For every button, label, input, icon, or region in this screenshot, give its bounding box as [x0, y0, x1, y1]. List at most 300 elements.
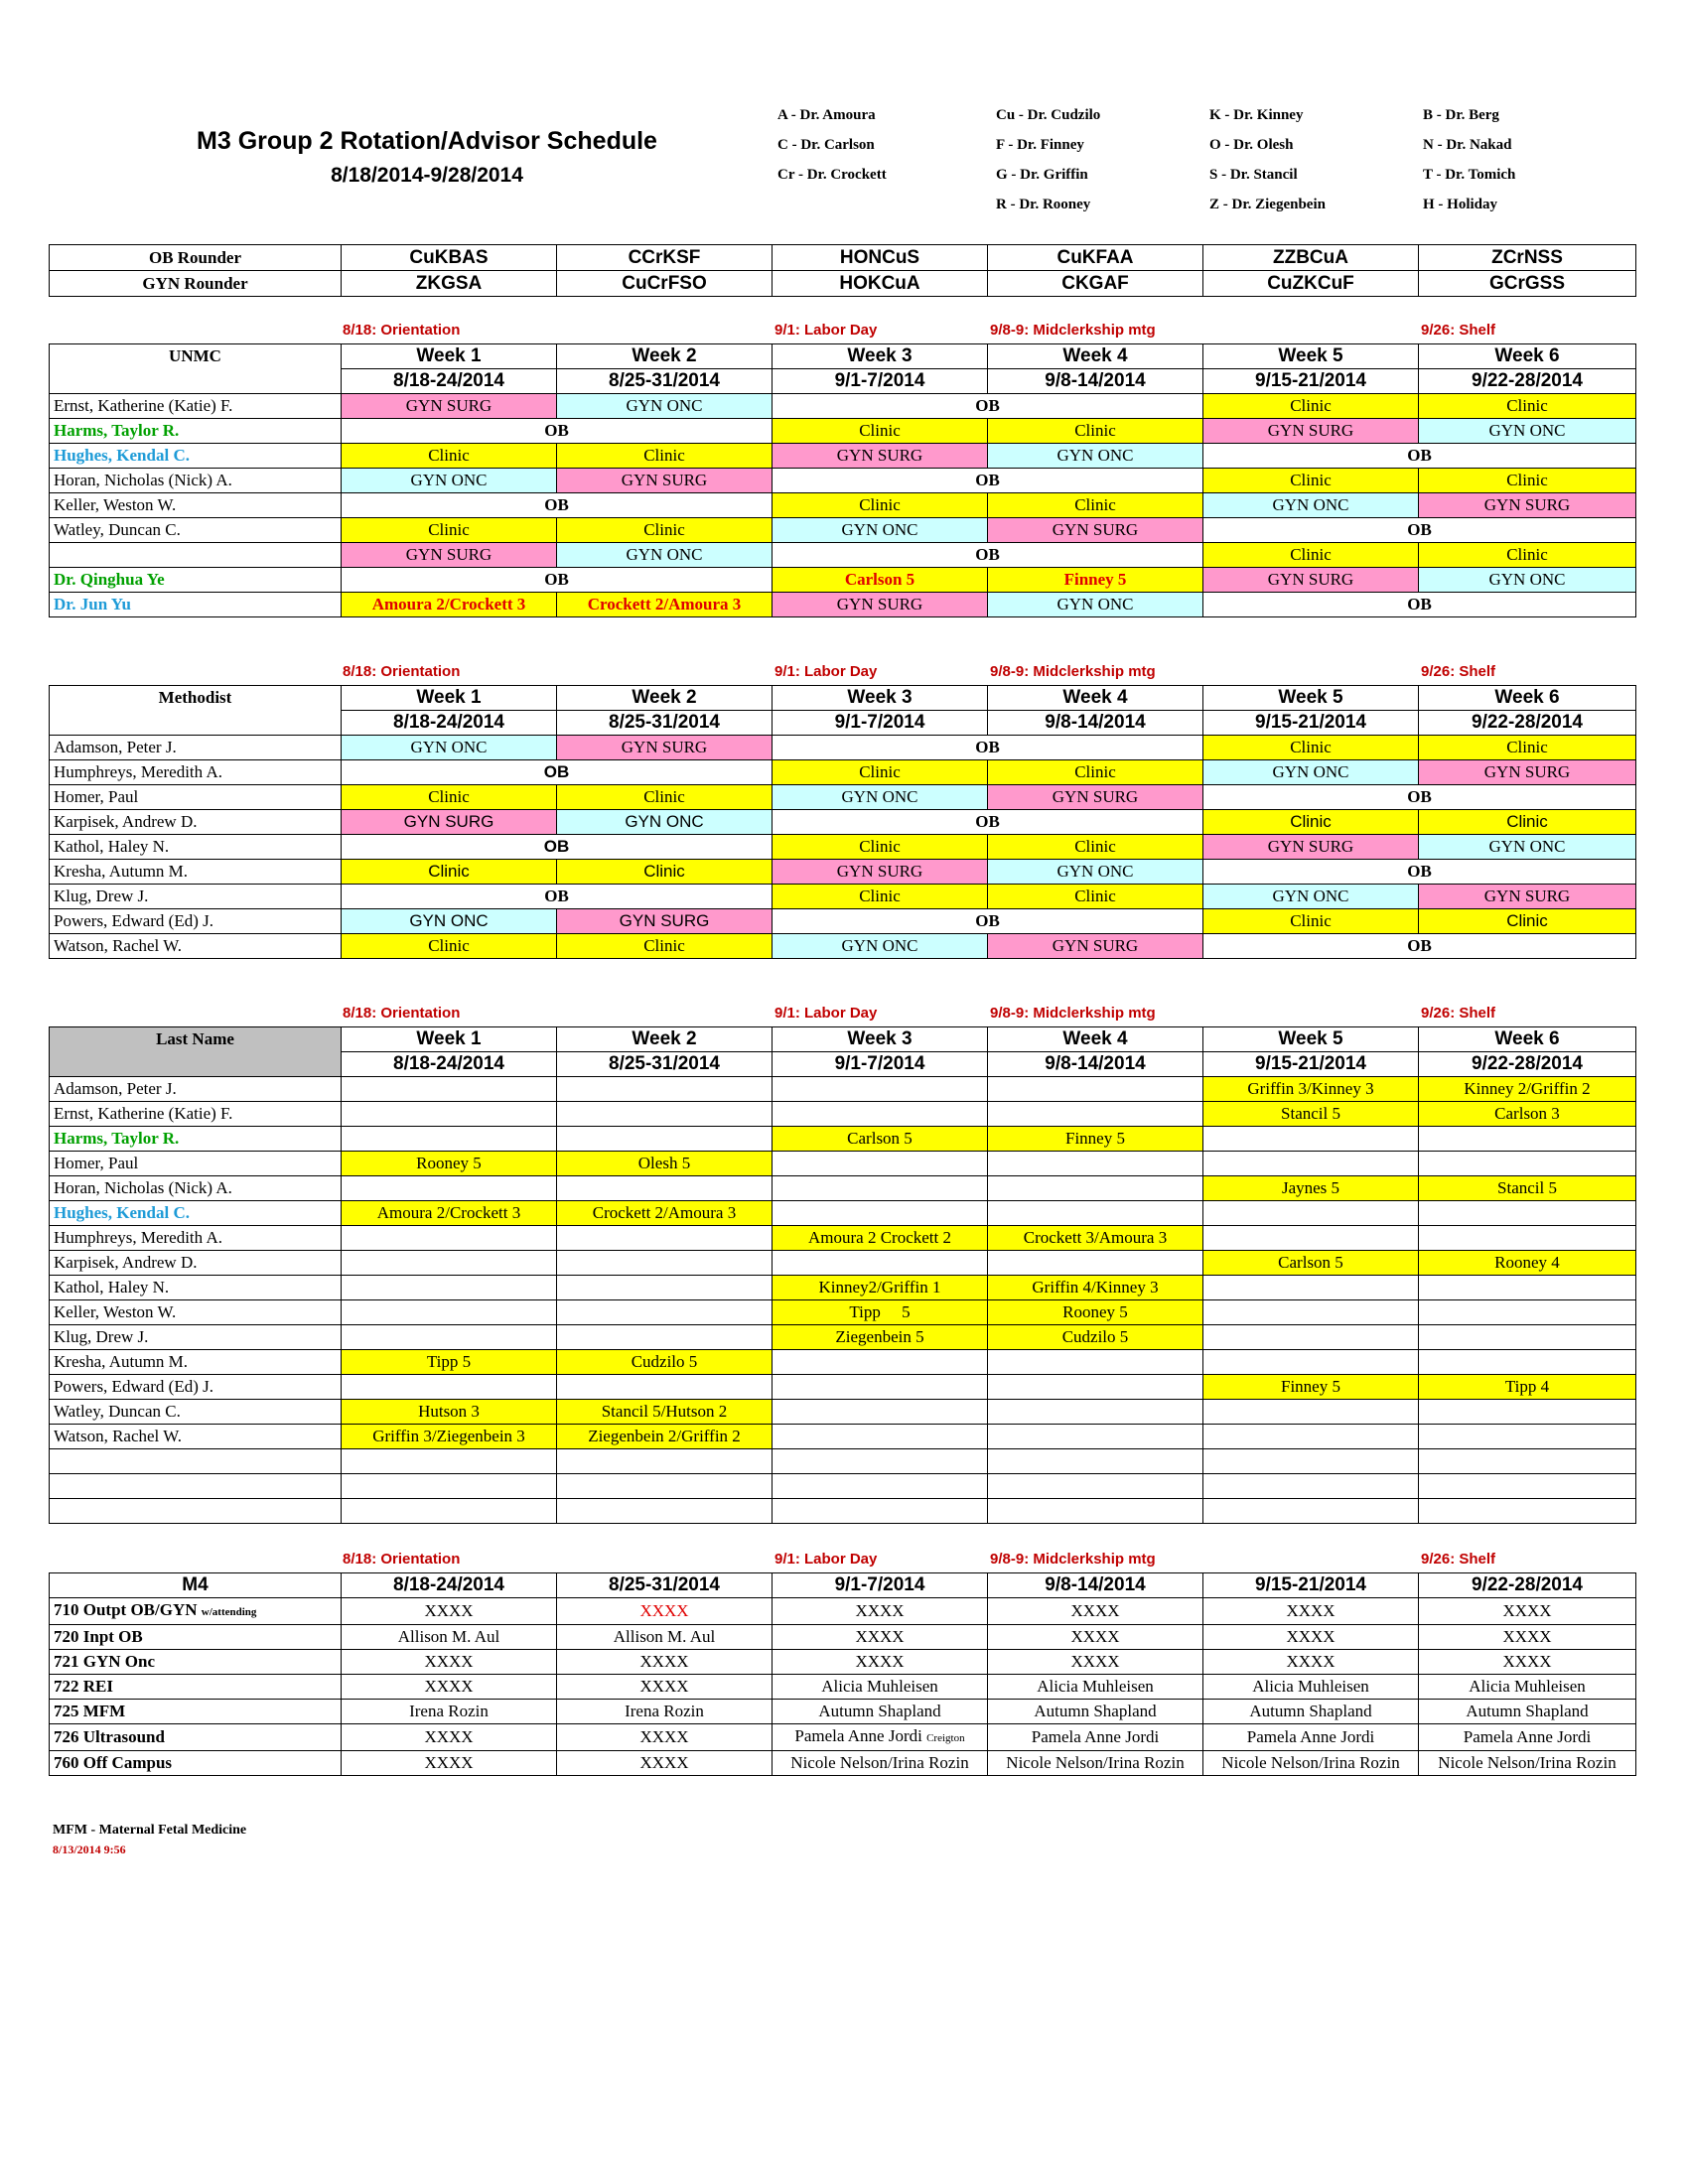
advisor-cell	[773, 1400, 988, 1425]
rotation-cell: GYN SURG	[773, 860, 988, 885]
legend-item: S - Dr. Stancil	[1209, 167, 1298, 183]
m4-course-name: 721 GYN Onc	[50, 1650, 342, 1675]
date-header: 9/15-21/2014	[1203, 1052, 1419, 1077]
student-name: Humphreys, Meredith A.	[50, 760, 342, 785]
m4-cell: Nicole Nelson/Irina Rozin	[1419, 1751, 1636, 1776]
advisor-cell	[1203, 1201, 1419, 1226]
rotation-cell: Clinic	[1203, 543, 1419, 568]
table-row	[50, 885, 1636, 909]
ob-rounder-code: ZZBCuA	[1203, 245, 1419, 271]
student-name: Horan, Nicholas (Nick) A.	[50, 1176, 342, 1201]
rotation-cell: Clinic	[773, 835, 988, 860]
advisor-cell: Stancil 5	[1419, 1176, 1636, 1201]
m4-course-name: 725 MFM	[50, 1700, 342, 1724]
student-name: Keller, Weston W.	[50, 493, 342, 518]
m4-cell: XXXX	[1203, 1598, 1419, 1625]
m4-cell: Nicole Nelson/Irina Rozin	[988, 1751, 1203, 1776]
rotation-cell: GYN ONC	[1419, 419, 1636, 444]
student-name	[50, 543, 342, 568]
note-midclerkship: 9/8-9: Midclerkship mtg	[990, 322, 1156, 339]
rotation-cell: GYN SURG	[988, 518, 1203, 543]
advisor-cell	[557, 1300, 773, 1325]
date-range: 8/18/2014-9/28/2014	[331, 164, 523, 187]
advisor-cell	[1203, 1127, 1419, 1152]
week-header: Week 1	[342, 1027, 557, 1052]
advisor-cell	[557, 1325, 773, 1350]
date-header: 9/1-7/2014	[773, 1052, 988, 1077]
rotation-cell: OB	[342, 885, 773, 909]
date-header: 9/8-14/2014	[988, 1052, 1203, 1077]
ob-rounder-row	[50, 245, 1636, 271]
date-header: 8/18-24/2014	[342, 1573, 557, 1598]
note-orientation: 8/18: Orientation	[343, 1551, 461, 1568]
m4-cell: Nicole Nelson/Irina Rozin	[773, 1751, 988, 1776]
calendar-notes	[49, 322, 1635, 341]
rotation-cell: Clinic	[1203, 909, 1419, 934]
m4-cell: XXXX	[1419, 1625, 1636, 1650]
student-name: Ernst, Katherine (Katie) F.	[50, 394, 342, 419]
rotation-cell: GYN ONC	[1203, 885, 1419, 909]
note-shelf: 9/26: Shelf	[1421, 322, 1496, 339]
m4-cell: XXXX	[988, 1650, 1203, 1675]
rotation-cell: GYN SURG	[1419, 885, 1636, 909]
table-row	[50, 1152, 1636, 1176]
note-orientation: 8/18: Orientation	[343, 1005, 461, 1022]
rotation-cell: OB	[342, 419, 773, 444]
advisor-cell: Kinney 2/Griffin 2	[1419, 1077, 1636, 1102]
table-row	[50, 1499, 1636, 1524]
advisor-cell: Finney 5	[1203, 1375, 1419, 1400]
note-shelf: 9/26: Shelf	[1421, 663, 1496, 680]
advisor-cell	[342, 1325, 557, 1350]
rotation-cell: Clinic	[773, 493, 988, 518]
rotation-cell: Clinic	[557, 934, 773, 959]
advisor-cell: Finney 5	[988, 1127, 1203, 1152]
rotation-cell: Carlson 5	[773, 568, 988, 593]
student-name: Homer, Paul	[50, 785, 342, 810]
advisor-cell	[988, 1102, 1203, 1127]
rotation-cell: Clinic	[988, 835, 1203, 860]
gyn-rounder-code: CuCrFSO	[557, 271, 773, 297]
table-row	[50, 593, 1636, 617]
date-header: 9/15-21/2014	[1203, 711, 1419, 736]
rotation-cell: Clinic	[773, 760, 988, 785]
table-row	[50, 736, 1636, 760]
advisor-cell: Amoura 2/Crockett 3	[342, 1201, 557, 1226]
advisor-cell	[773, 1176, 988, 1201]
rotation-cell: OB	[1203, 785, 1636, 810]
date-header: 9/8-14/2014	[988, 711, 1203, 736]
m4-course-name: 720 Inpt OB	[50, 1625, 342, 1650]
rotation-cell: Clinic	[1203, 394, 1419, 419]
table-row	[50, 1077, 1636, 1102]
m4-cell: Autumn Shapland	[988, 1700, 1203, 1724]
m4-cell: Alicia Muhleisen	[1203, 1675, 1419, 1700]
note-labor-day: 9/1: Labor Day	[774, 1005, 878, 1022]
rotation-cell: Clinic	[988, 760, 1203, 785]
rotation-cell: Clinic	[1419, 909, 1636, 934]
gyn-rounder-code: HOKCuA	[773, 271, 988, 297]
m4-cell: Pamela Anne Jordi	[1419, 1724, 1636, 1751]
m4-cell	[773, 1724, 988, 1751]
advisor-cell	[1203, 1325, 1419, 1350]
rotation-cell: GYN SURG	[1203, 568, 1419, 593]
note-labor-day: 9/1: Labor Day	[774, 663, 878, 680]
date-header: 8/18-24/2014	[342, 711, 557, 736]
rotation-cell: OB	[1203, 518, 1636, 543]
rotation-cell: GYN SURG	[557, 469, 773, 493]
m4-cell: XXXX	[988, 1625, 1203, 1650]
rotation-cell: OB	[1203, 444, 1636, 469]
advisor-cell: Cudzilo 5	[557, 1350, 773, 1375]
advisor-cell: Rooney 5	[342, 1152, 557, 1176]
legend-item: Cr - Dr. Crockett	[777, 167, 887, 183]
ob-rounder-code: HONCuS	[773, 245, 988, 271]
legend-item: K - Dr. Kinney	[1209, 107, 1304, 123]
advisor-cell	[773, 1350, 988, 1375]
week-header: Week 2	[557, 1027, 773, 1052]
student-name: Homer, Paul	[50, 1152, 342, 1176]
week-header: Week 4	[988, 1027, 1203, 1052]
advisor-cell	[1203, 1152, 1419, 1176]
advisor-cell: Olesh 5	[557, 1152, 773, 1176]
student-name: Kresha, Autumn M.	[50, 860, 342, 885]
table-row	[50, 1400, 1636, 1425]
advisor-cell	[1419, 1276, 1636, 1300]
advisor-cell	[342, 1127, 557, 1152]
advisor-cell	[342, 1375, 557, 1400]
table-row	[50, 1251, 1636, 1276]
rotation-cell: Clinic	[557, 785, 773, 810]
date-header: 8/25-31/2014	[557, 1052, 773, 1077]
date-header: 9/8-14/2014	[988, 1573, 1203, 1598]
advisor-cell: Tipp 4	[1419, 1375, 1636, 1400]
advisor-cell: Amoura 2 Crockett 2	[773, 1226, 988, 1251]
advisor-cell	[1419, 1400, 1636, 1425]
m4-cell: Allison M. Aul	[342, 1625, 557, 1650]
note-midclerkship: 9/8-9: Midclerkship mtg	[990, 663, 1156, 680]
week-header: Week 4	[988, 344, 1203, 369]
week-header-row	[50, 344, 1636, 369]
date-header-row	[50, 1573, 1636, 1598]
advisor-cell	[1203, 1400, 1419, 1425]
advisor-cell: Tipp 5	[342, 1350, 557, 1375]
timestamp: 8/13/2014 9:56	[53, 1843, 126, 1856]
week-header: Week 6	[1419, 1027, 1636, 1052]
mfm-footnote: MFM - Maternal Fetal Medicine	[53, 1823, 247, 1838]
m4-cell: Allison M. Aul	[557, 1625, 773, 1650]
table-row	[50, 1201, 1636, 1226]
m4-course-name: 726 Ultrasound	[50, 1724, 342, 1751]
m4-cell: XXXX	[773, 1650, 988, 1675]
week-header: Week 3	[773, 344, 988, 369]
date-header: 9/1-7/2014	[773, 369, 988, 394]
legend-item: O - Dr. Olesh	[1209, 137, 1294, 153]
table-row	[50, 1226, 1636, 1251]
date-header: 9/15-21/2014	[1203, 369, 1419, 394]
student-name: Hughes, Kendal C.	[50, 1201, 342, 1226]
student-name: Horan, Nicholas (Nick) A.	[50, 469, 342, 493]
week-header-row	[50, 1027, 1636, 1052]
rotation-cell: Amoura 2/Crockett 3	[342, 593, 557, 617]
m4-cell: XXXX	[557, 1751, 773, 1776]
table-row	[50, 909, 1636, 934]
legend-item: B - Dr. Berg	[1423, 107, 1499, 123]
ob-rounder-code: CuKBAS	[342, 245, 557, 271]
m4-cell: XXXX	[1203, 1625, 1419, 1650]
student-name: Hughes, Kendal C.	[50, 444, 342, 469]
advisor-cell	[1419, 1127, 1636, 1152]
rotation-cell: GYN SURG	[773, 444, 988, 469]
rotation-cell: GYN ONC	[342, 736, 557, 760]
legend-item: C - Dr. Carlson	[777, 137, 875, 153]
calendar-notes	[49, 1551, 1635, 1570]
week-header: Week 2	[557, 344, 773, 369]
advisor-cell	[342, 1251, 557, 1276]
ob-rounder-label: OB Rounder	[50, 245, 342, 271]
rotation-cell: GYN SURG	[557, 736, 773, 760]
rotation-cell: GYN ONC	[1203, 760, 1419, 785]
rotation-cell: OB	[773, 394, 1203, 419]
table-row	[50, 518, 1636, 543]
table-row	[50, 1700, 1636, 1724]
rotation-cell: GYN SURG	[1419, 493, 1636, 518]
advisor-cell: Ziegenbein 2/Griffin 2	[557, 1425, 773, 1449]
advisor-cell	[342, 1077, 557, 1102]
m4-cell: XXXX	[342, 1598, 557, 1625]
rotation-cell: GYN ONC	[773, 934, 988, 959]
rotation-cell: OB	[342, 835, 773, 860]
rotation-cell: OB	[342, 568, 773, 593]
student-name: Watson, Rachel W.	[50, 1425, 342, 1449]
advisor-cell	[988, 1077, 1203, 1102]
rotation-cell: Clinic	[342, 860, 557, 885]
rotation-cell: Clinic	[1419, 469, 1636, 493]
rotation-cell: GYN ONC	[557, 394, 773, 419]
rotation-cell: Clinic	[988, 493, 1203, 518]
table-row	[50, 394, 1636, 419]
m4-header: M4	[50, 1573, 342, 1598]
table-row	[50, 1751, 1636, 1776]
m4-cell: Autumn Shapland	[773, 1700, 988, 1724]
advisor-cell	[342, 1300, 557, 1325]
student-name: Keller, Weston W.	[50, 1300, 342, 1325]
student-name: Karpisek, Andrew D.	[50, 1251, 342, 1276]
rotation-cell: GYN SURG	[557, 909, 773, 934]
advisor-cell: Cudzilo 5	[988, 1325, 1203, 1350]
advisor-cell: Crockett 2/Amoura 3	[557, 1201, 773, 1226]
student-name: Harms, Taylor R.	[50, 1127, 342, 1152]
m4-cell: XXXX	[773, 1625, 988, 1650]
rotation-cell: OB	[1203, 860, 1636, 885]
advisor-cell	[773, 1425, 988, 1449]
student-name: Watley, Duncan C.	[50, 1400, 342, 1425]
advisor-cell	[773, 1077, 988, 1102]
table-row	[50, 1625, 1636, 1650]
ob-rounder-code: CuKFAA	[988, 245, 1203, 271]
advisor-cell	[1203, 1350, 1419, 1375]
calendar-notes	[49, 663, 1635, 683]
table-row	[50, 568, 1636, 593]
table-row	[50, 1325, 1636, 1350]
table-row	[50, 419, 1636, 444]
week-header: Week 3	[773, 1027, 988, 1052]
m4-cell: XXXX	[342, 1724, 557, 1751]
note-midclerkship: 9/8-9: Midclerkship mtg	[990, 1005, 1156, 1022]
advisor-cell	[988, 1350, 1203, 1375]
advisor-cell	[988, 1400, 1203, 1425]
gyn-rounder-code: GCrGSS	[1419, 271, 1636, 297]
advisor-cell	[557, 1375, 773, 1400]
calendar-notes	[49, 1005, 1635, 1024]
rotation-cell: GYN ONC	[773, 518, 988, 543]
student-name: Watley, Duncan C.	[50, 518, 342, 543]
table-row	[50, 785, 1636, 810]
table-row	[50, 810, 1636, 835]
legend-item	[777, 193, 996, 216]
note-shelf: 9/26: Shelf	[1421, 1005, 1496, 1022]
m4-cell: XXXX	[557, 1598, 773, 1625]
rotation-cell: Clinic	[1419, 543, 1636, 568]
advisor-cell	[1203, 1425, 1419, 1449]
week-header: Week 5	[1203, 1027, 1419, 1052]
m4-course-name: 760 Off Campus	[50, 1751, 342, 1776]
site-label-unmc: UNMC	[50, 344, 342, 394]
m4-cell: XXXX	[557, 1650, 773, 1675]
rotation-cell: Clinic	[988, 885, 1203, 909]
rotation-cell: Clinic	[1419, 394, 1636, 419]
date-header: 9/22-28/2014	[1419, 369, 1636, 394]
rotation-cell: Clinic	[342, 785, 557, 810]
m4-cell: XXXX	[342, 1751, 557, 1776]
m4-cell: Pamela Anne Jordi	[988, 1724, 1203, 1751]
table-row	[50, 1375, 1636, 1400]
advisor-cell	[1203, 1226, 1419, 1251]
m4-cell: XXXX	[557, 1675, 773, 1700]
rotation-cell: GYN SURG	[342, 543, 557, 568]
table-row	[50, 1675, 1636, 1700]
m4-course-suffix: w/attending	[201, 1606, 257, 1618]
legend-item: N - Dr. Nakad	[1423, 137, 1512, 153]
table-row	[50, 493, 1636, 518]
student-name: Powers, Edward (Ed) J.	[50, 909, 342, 934]
advisor-cell	[1203, 1276, 1419, 1300]
rotation-cell: GYN SURG	[342, 810, 557, 835]
student-name: Kathol, Haley N.	[50, 835, 342, 860]
note-labor-day: 9/1: Labor Day	[774, 1551, 878, 1568]
student-name: Humphreys, Meredith A.	[50, 1226, 342, 1251]
advisor-legend	[777, 103, 1532, 216]
advisor-cell	[773, 1102, 988, 1127]
advisor-cell	[557, 1077, 773, 1102]
rotation-cell: GYN SURG	[988, 785, 1203, 810]
student-name: Dr. Jun Yu	[50, 593, 342, 617]
rotation-cell: OB	[773, 469, 1203, 493]
week-header-row	[50, 686, 1636, 711]
rotation-cell: Clinic	[557, 444, 773, 469]
rotation-cell: GYN ONC	[342, 469, 557, 493]
date-header: 9/22-28/2014	[1419, 711, 1636, 736]
rotation-cell: GYN SURG	[342, 394, 557, 419]
rotation-cell: GYN ONC	[1203, 493, 1419, 518]
rotation-cell: Clinic	[1203, 736, 1419, 760]
rotation-cell: Clinic	[342, 518, 557, 543]
student-name: Karpisek, Andrew D.	[50, 810, 342, 835]
advisor-cell: Carlson 3	[1419, 1102, 1636, 1127]
advisor-cell: Crockett 3/Amoura 3	[988, 1226, 1203, 1251]
table-row	[50, 1300, 1636, 1325]
rotation-cell: GYN ONC	[773, 785, 988, 810]
table-row	[50, 1276, 1636, 1300]
gyn-rounder-code: ZKGSA	[342, 271, 557, 297]
date-header: 9/1-7/2014	[773, 711, 988, 736]
advisor-cell: Carlson 5	[773, 1127, 988, 1152]
date-header: 9/22-28/2014	[1419, 1573, 1636, 1598]
advisor-cell	[557, 1276, 773, 1300]
advisor-cell	[1419, 1152, 1636, 1176]
rotation-cell: Clinic	[1419, 736, 1636, 760]
note-orientation: 8/18: Orientation	[343, 663, 461, 680]
advisor-cell	[988, 1425, 1203, 1449]
week-header: Week 5	[1203, 686, 1419, 711]
rotation-cell: Clinic	[342, 934, 557, 959]
date-header: 9/15-21/2014	[1203, 1573, 1419, 1598]
advisor-cell	[557, 1102, 773, 1127]
table-row	[50, 1650, 1636, 1675]
rotation-cell: Clinic	[557, 860, 773, 885]
week-header: Week 6	[1419, 344, 1636, 369]
advisor-cell	[557, 1127, 773, 1152]
date-header: 8/25-31/2014	[557, 711, 773, 736]
advisor-cell: Griffin 3/Ziegenbein 3	[342, 1425, 557, 1449]
m4-cell: Pamela Anne Jordi	[1203, 1724, 1419, 1751]
table-row	[50, 1176, 1636, 1201]
note-midclerkship: 9/8-9: Midclerkship mtg	[990, 1551, 1156, 1568]
gyn-rounder-row	[50, 271, 1636, 297]
page-title: M3 Group 2 Rotation/Advisor Schedule	[197, 127, 657, 155]
m4-cell: Nicole Nelson/Irina Rozin	[1203, 1751, 1419, 1776]
rotation-cell: Clinic	[988, 419, 1203, 444]
table-row	[50, 1724, 1636, 1751]
m4-cell: XXXX	[342, 1675, 557, 1700]
advisor-cell: Hutson 3	[342, 1400, 557, 1425]
table-row	[50, 1449, 1636, 1474]
rotation-cell: OB	[342, 760, 773, 785]
m4-cell: Alicia Muhleisen	[773, 1675, 988, 1700]
advisor-cell	[342, 1276, 557, 1300]
advisor-cell	[557, 1176, 773, 1201]
table-row	[50, 934, 1636, 959]
date-header: 9/1-7/2014	[773, 1573, 988, 1598]
rotation-cell: Clinic	[557, 518, 773, 543]
ob-rounder-code: ZCrNSS	[1419, 245, 1636, 271]
rotation-cell: Clinic	[342, 444, 557, 469]
rotation-cell: GYN SURG	[1419, 760, 1636, 785]
student-name: Adamson, Peter J.	[50, 736, 342, 760]
table-row	[50, 835, 1636, 860]
rotation-cell: GYN ONC	[557, 810, 773, 835]
rotation-cell: OB	[773, 909, 1203, 934]
student-name: Harms, Taylor R.	[50, 419, 342, 444]
gyn-rounder-label: GYN Rounder	[50, 271, 342, 297]
rotation-cell: Clinic	[1203, 810, 1419, 835]
advisor-cell	[1419, 1350, 1636, 1375]
advisor-cell: Ziegenbein 5	[773, 1325, 988, 1350]
note-labor-day: 9/1: Labor Day	[774, 322, 878, 339]
m4-cell: XXXX	[1203, 1650, 1419, 1675]
advisor-cell	[988, 1375, 1203, 1400]
advisor-cell: Kinney2/Griffin 1	[773, 1276, 988, 1300]
